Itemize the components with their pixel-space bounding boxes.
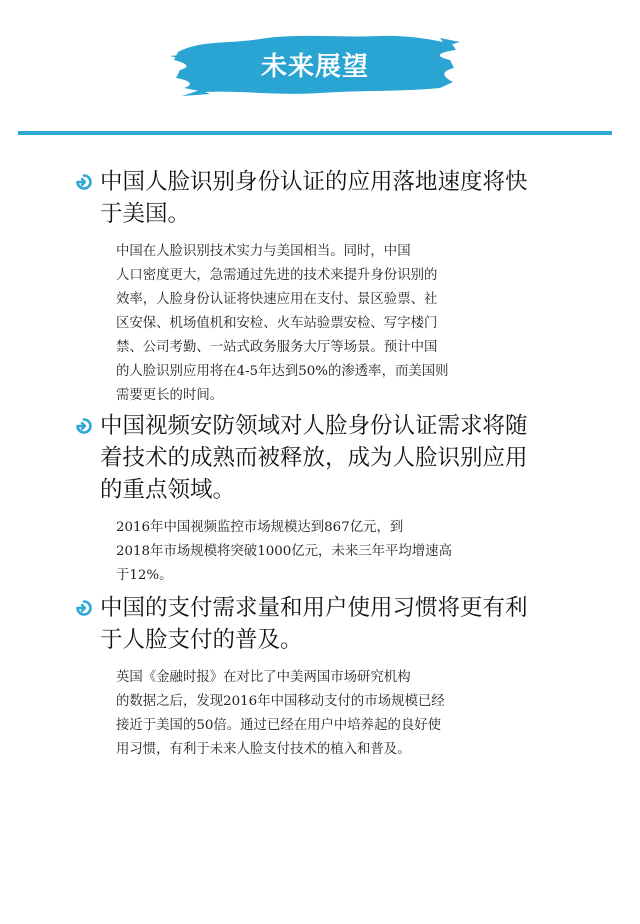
section-body: 2016年中国视频监控市场规模达到867亿元，到 2018年市场规模将突破1000亿元，未来三年平均增速高 于12%。 [116, 520, 452, 583]
section-3 [0, 592, 640, 762]
title-banner [170, 30, 460, 98]
header-divider [18, 131, 612, 135]
page-title: 未来展望 [260, 52, 369, 82]
section-2 [0, 410, 640, 588]
section-heading: 中国人脸识别身份认证的应用落地速度将快 于美国。 [100, 169, 528, 227]
arrow-bullet-icon [76, 600, 92, 620]
section-heading: 中国的支付需求量和用户使用习惯将更有利 于人脸支付的普及。 [100, 595, 528, 653]
section-body: 中国在人脸识别技术实力与美国相当。同时，中国 人口密度更大，急需通过先进的技术来提升身份识别的 效率，人脸身份认证将快速应用在支付、景区验票、社 区安保、机场值机和安检、火车站验票安检、写字楼门 禁、公司考勤、一站式政务服务大厅等场景。预计中国 的人脸识别应用将在4-5年达到50%的渗透率，而美国则 需要更长的时间。 [116, 244, 449, 403]
arrow-bullet-icon [76, 174, 92, 194]
arrow-bullet-icon [76, 418, 92, 438]
section-1 [0, 166, 640, 408]
section-body: 英国《金融时报》在对比了中美两国市场研究机构 的数据之后，发现2016年中国移动支付的市场规模已经 接近于美国的50倍。通过已经在用户中培养起的良好使 用习惯，有利于未来人脸支付技术的植入和普及。 [116, 670, 445, 757]
section-heading: 中国视频安防领域对人脸身份认证需求将随 着技术的成熟而被释放，成为人脸识别应用 的重点领域。 [100, 413, 528, 503]
